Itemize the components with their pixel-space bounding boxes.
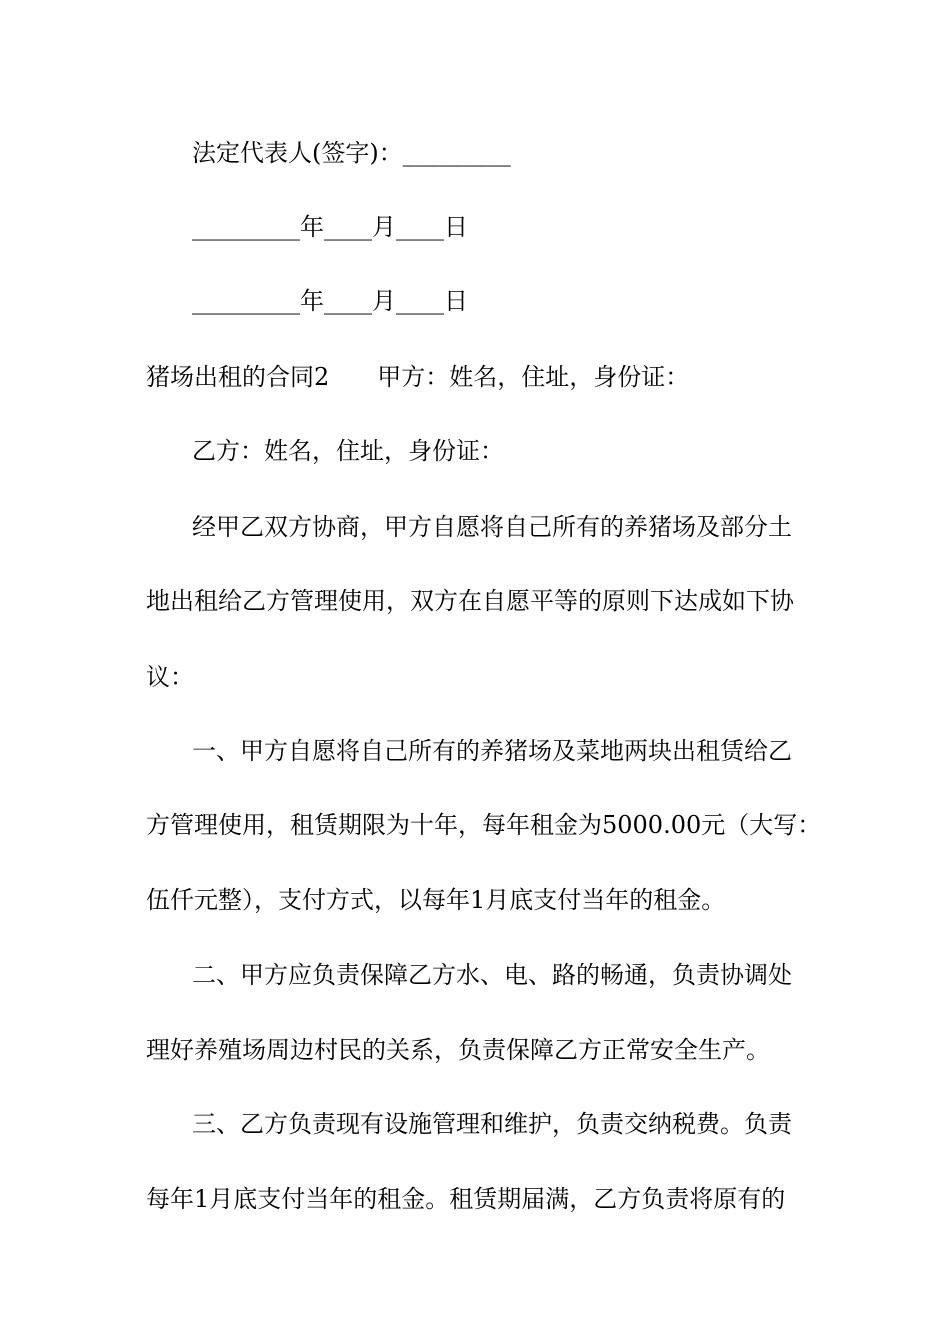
clause-line: 一、甲方自愿将自己所有的养猪场及菜地两块出租赁给乙 (192, 737, 792, 765)
paragraph-line: 议： (146, 663, 194, 691)
clause-line: 二、甲方应负责保障乙方水、电、路的畅通，负责协调处 (192, 961, 792, 989)
signature-line: 法定代表人(签字)：_________ (192, 139, 511, 167)
clause-line: 理好养殖场周边村民的关系，负责保障乙方正常安全生产。 (146, 1036, 770, 1064)
contract-title-line: 猪场出租的合同2 甲方：姓名，住址，身份证： (146, 363, 690, 391)
paragraph-line: 经甲乙双方协商，甲方自愿将自己所有的养猪场及部分土 (192, 513, 792, 541)
date-line-1: _________年____月____日 (192, 213, 468, 241)
paragraph-line: 地出租给乙方管理使用，双方在自愿平等的原则下达成如下协 (146, 587, 794, 615)
clause-line: 伍仟元整），支付方式，以每年1月底支付当年的租金。 (146, 886, 726, 914)
date-line-2: _________年____月____日 (192, 287, 468, 315)
clause-line: 每年1月底支付当年的租金。租赁期届满，乙方负责将原有的 (146, 1185, 786, 1213)
party-b-line: 乙方：姓名，住址，身份证： (192, 437, 504, 465)
clause-line: 三、乙方负责现有设施管理和维护，负责交纳税费。负责 (192, 1110, 792, 1138)
clause-line: 方管理使用，租赁期限为十年，每年租金为5000.00元（大写： (146, 811, 822, 839)
